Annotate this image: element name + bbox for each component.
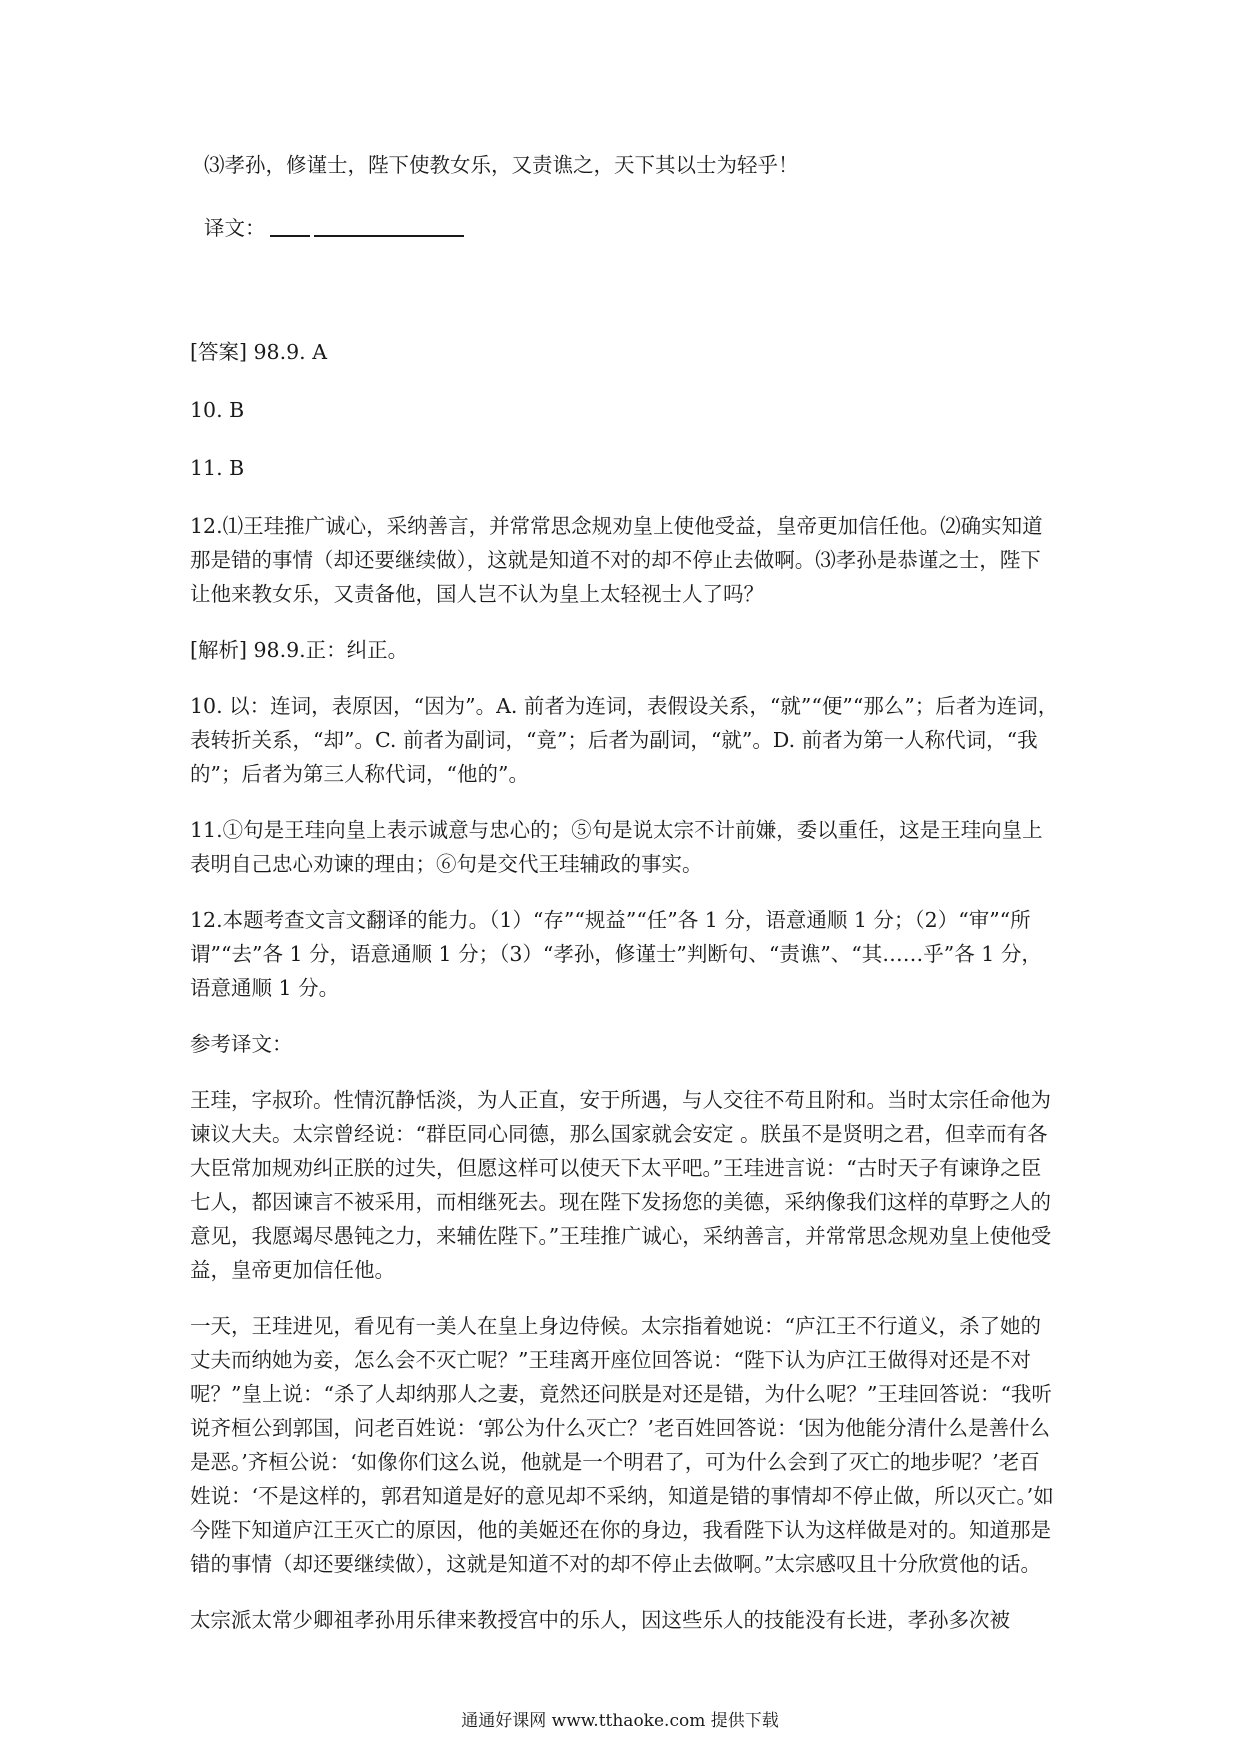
answer-blank-short[interactable] — [270, 215, 310, 237]
analysis-line-12: 12.本题考查文言文翻译的能力。（1）“存”“规益”“任”各 1 分，语意通顺 1 分；（2）“审”“所谓”“去”各 1 分，语意通顺 1 分；（3）“孝孙，修谨士”判断句、“责谯”、“其……乎”各 1 分，语意通顺 1 分。 — [190, 908, 1042, 1000]
reference-label: 参考译文： — [190, 1032, 293, 1056]
reference-paragraph-3: 太宗派太常少卿祖孝孙用乐律来教授宫中的乐人，因这些乐人的技能没有长进，孝孙多次被 — [190, 1608, 1010, 1632]
page-footer: 通通好课网 www.tthaoke.com 提供下载 — [461, 1711, 779, 1731]
document-body — [190, 148, 1060, 1637]
translation-line — [204, 211, 1060, 245]
analysis-line-11: 11.①句是王珪向皇上表示诚意与忠心的；⑤句是说太宗不计前嫌，委以重任，这是王珪向皇上表明自己忠心劝谏的理由；⑥句是交代王珪辅政的事实。 — [190, 818, 1043, 876]
analysis-line-9: [解析] 98.9.正：纠正。 — [190, 638, 409, 662]
answer-line-11: 11. B — [190, 456, 245, 480]
translation-label: 译文： — [204, 216, 266, 240]
reference-paragraph-1: 王珪，字叔玠。性情沉静恬淡，为人正直，安于所遇，与人交往不苟且附和。当时太宗任命他为谏议大夫。太宗曾经说：“群臣同心同德，那么国家就会安定 。朕虽不是贤明之君，但幸而有各大臣常加规劝纠正朕的过失，但愿这样可以使天下太平吧。”王珪进言说：“古时天子有谏诤之臣七人，都因谏言不被采用，而相继死去。现在陛下发扬您的美德，采纳像我们这样的草野之人的意见，我愿竭尽愚钝之力，来辅佐陛下。”王珪推广诚心，采纳善言，并常常思念规劝皇上使他受益，皇帝更加信任他。 — [190, 1088, 1052, 1282]
analysis-line-10: 10. 以：连词，表原因，“因为”。A. 前者为连词，表假设关系，“就”“便”“那么”；后者为连词，表转折关系，“却”。C. 前者为副词，“竟”；后者为副词，“就”。D. 前者为第一人称代词，“我的”；后者为第三人称代词，“他的”。 — [190, 694, 1059, 786]
answer-line-12: 12.⑴王珪推广诚心，采纳善言，并常常思念规劝皇上使他受益，皇帝更加信任他。⑵确实知道那是错的事情（却还要继续做），这就是知道不对的却不停止去做啊。⑶孝孙是恭谨之士，陛下让他来教女乐，又责备他，国人岂不认为皇上太轻视士人了吗？ — [190, 514, 1043, 606]
answer-line-10: 10. B — [190, 398, 245, 422]
question-3-text: ⑶孝孙，修谨士，陛下使教女乐，又责谯之，天下其以士为轻乎！ — [204, 153, 799, 177]
answer-line-9: [答案] 98.9. A — [190, 340, 327, 364]
reference-paragraph-2: 一天，王珪进见，看见有一美人在皇上身边侍候。太宗指着她说：“庐江王不行道义，杀了她的丈夫而纳她为妾，怎么会不灭亡呢？”王珪离开座位回答说：“陛下认为庐江王做得对还是不对呢？”皇上说：“杀了人却纳那人之妻，竟然还问朕是对还是错，为什么呢？”王珪回答说：“我听说齐桓公到郭国，问老百姓说：‘郭公为什么灭亡？’老百姓回答说：‘因为他能分清什么是善什么是恶。’齐桓公说：‘如像你们这么说，他就是一个明君了，可为什么会到了灭亡的地步呢？’老百姓说：‘不是这样的，郭君知道是好的意见却不采纳，知道是错的事情却不停止做，所以灭亡。’如今陛下知道庐江王灭亡的原因，他的美姬还在你的身边，我看陛下认为这样做是对的。知道那是错的事情（却还要继续做），这就是知道不对的却不停止去做啊。”太宗感叹且十分欣赏他的话。 — [190, 1314, 1054, 1576]
answer-blank-long[interactable] — [314, 215, 464, 237]
